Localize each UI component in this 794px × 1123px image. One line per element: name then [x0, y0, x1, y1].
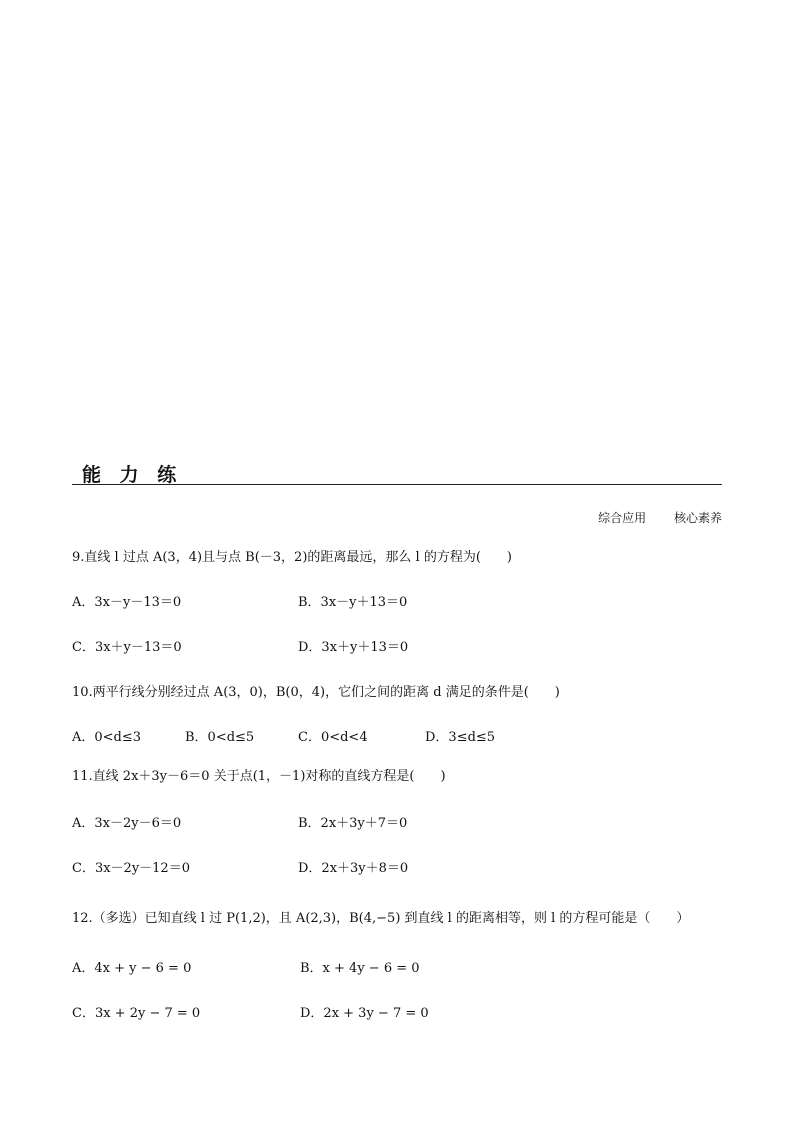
question-10-option-c: C．0<d<4 — [298, 730, 368, 745]
section-tags — [598, 509, 722, 526]
question-9-stem: 9.直线 l 过点 A(3，4)且与点 B(－3，2)的距离最远，那么 l 的方程为( ) — [72, 550, 512, 565]
question-10-option-b: B．0<d≤5 — [185, 730, 255, 745]
question-11-option-c: C．3x－2y－12＝0 — [72, 861, 190, 876]
question-12-option-b: B．x + 4y − 6 = 0 — [300, 961, 420, 976]
question-11-stem: 11.直线 2x＋3y－6＝0 关于点(1，－1)对称的直线方程是( ) — [72, 769, 446, 784]
question-9-option-d: D．3x＋y＋13＝0 — [298, 640, 409, 655]
question-9-option-c: C．3x＋y－13＝0 — [72, 640, 182, 655]
question-11-option-b: B．2x＋3y＋7＝0 — [298, 816, 408, 831]
question-12-option-a: A．4x + y − 6 = 0 — [72, 961, 192, 976]
question-10-option-d: D．3≤d≤5 — [425, 730, 496, 745]
question-12-option-c: C．3x + 2y − 7 = 0 — [72, 1006, 201, 1021]
question-12-option-d: D．2x + 3y − 7 = 0 — [300, 1006, 429, 1021]
question-9-option-a: A．3x－y－13＝0 — [72, 595, 182, 610]
section-title: 能 力 练 — [82, 464, 183, 486]
tag-comprehensive-application: 综合应用 — [598, 511, 647, 525]
question-10-option-a: A．0<d≤3 — [72, 730, 142, 745]
tag-core-literacy: 核心素养 — [673, 511, 722, 525]
question-10-stem: 10.两平行线分别经过点 A(3，0)，B(0，4)，它们之间的距离 d 满足的条件是( ) — [72, 685, 560, 700]
section-header — [72, 458, 722, 485]
question-9-option-b: B．3x－y＋13＝0 — [298, 595, 408, 610]
question-12-stem: 12.（多选）已知直线 l 过 P(1,2)，且 A(2,3)，B(4,−5) 到直线 l 的距离相等，则 l 的方程可能是（ ） — [72, 911, 690, 926]
question-11-option-d: D．2x＋3y＋8＝0 — [298, 861, 409, 876]
question-11-option-a: A．3x－2y－6＝0 — [72, 816, 182, 831]
